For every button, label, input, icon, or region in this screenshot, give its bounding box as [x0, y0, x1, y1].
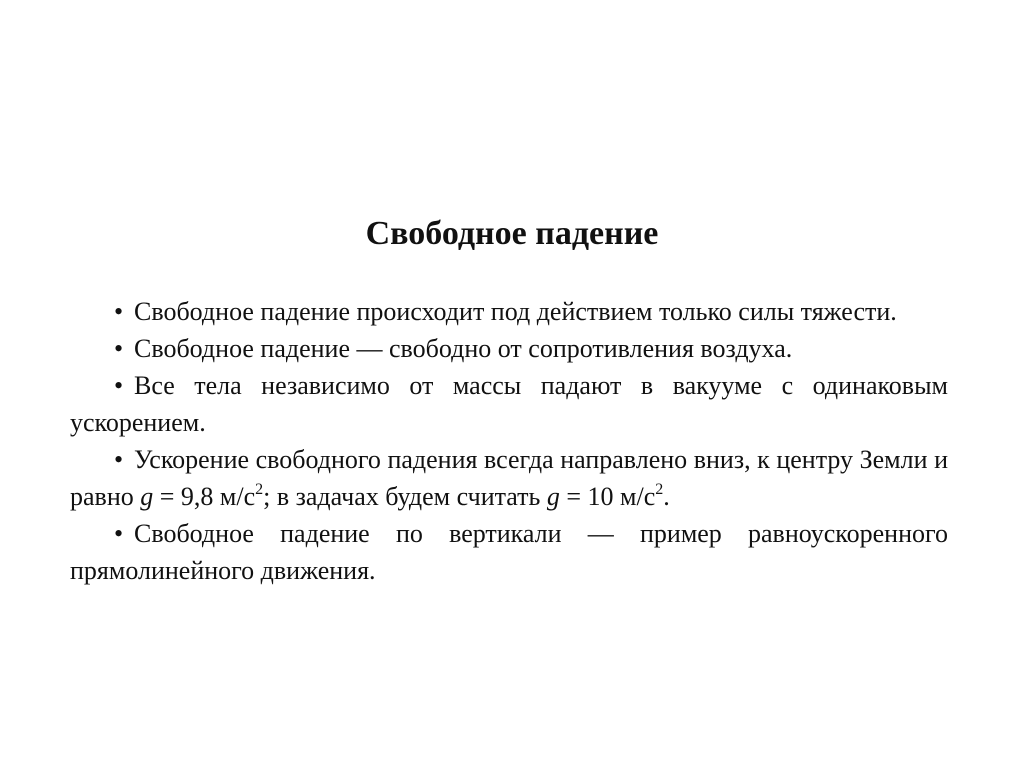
- list-item-text: Все тела независимо от массы падают в вакууме с одинаковым ускорением.: [70, 371, 948, 437]
- list-item-text: Свободное падение — свободно от сопротивления воздуха.: [134, 334, 793, 363]
- gravity-symbol: g: [140, 482, 154, 511]
- bullet-icon: •: [114, 445, 124, 474]
- list-item: [70, 367, 948, 441]
- list-item-text: .: [663, 482, 670, 511]
- list-item-text: Ускорение свободного падения всегда направлено вниз, к центру Земли и равно: [70, 445, 948, 511]
- list-item-text: Свободное падение происходит под действием только силы тяжести.: [134, 297, 897, 326]
- list-item: [70, 441, 948, 515]
- bullet-icon: •: [114, 334, 124, 363]
- list-item: [70, 293, 948, 330]
- gravity-value: = 9,8 м/с: [159, 482, 256, 511]
- gravity-symbol: g: [546, 482, 560, 511]
- bullet-list: [70, 293, 948, 589]
- bullet-icon: •: [114, 519, 124, 548]
- list-item-text: Свободное падение по вертикали — пример равноускоренного прямолинейного движения.: [70, 519, 948, 585]
- unit-exponent: 2: [655, 481, 664, 498]
- list-item: [70, 515, 948, 589]
- bullet-icon: •: [114, 371, 124, 400]
- gravity-value: = 10 м/с: [566, 482, 656, 511]
- page-title: Свободное падение: [365, 215, 659, 252]
- list-item-text: ; в задачах будем считать: [263, 482, 541, 511]
- unit-exponent: 2: [255, 481, 264, 498]
- bullet-icon: •: [114, 297, 124, 326]
- list-item: [70, 330, 948, 367]
